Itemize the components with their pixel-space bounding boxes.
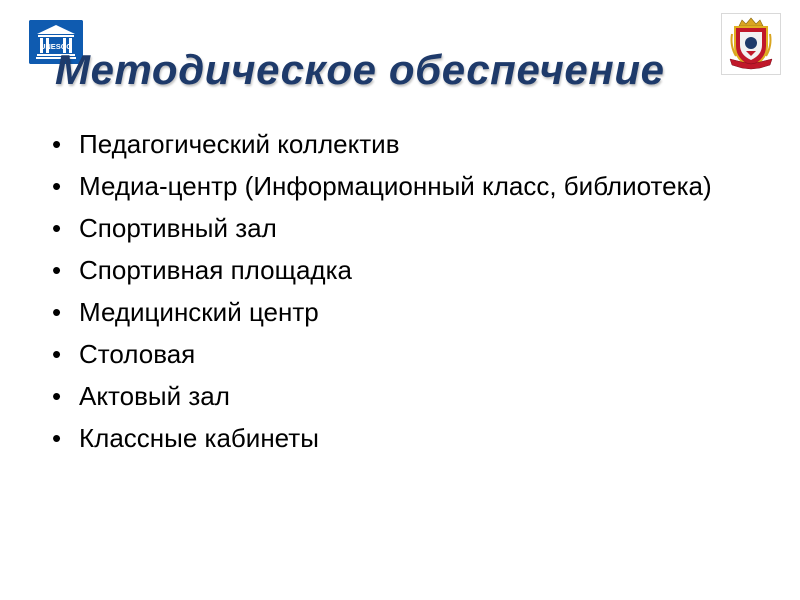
list-item-label: Классные кабинеты (79, 423, 319, 453)
bullet-icon: • (52, 171, 62, 201)
unesco-logo-text: UNESCO (39, 42, 73, 51)
bullet-icon: • (52, 423, 62, 453)
bullet-icon: • (52, 129, 62, 159)
list-item-label: Педагогический коллектив (79, 129, 400, 159)
list-item-label: Медиа-центр (Информационный класс, библиотека) (79, 171, 712, 201)
list-item-label: Актовый зал (79, 381, 230, 411)
list-item (52, 296, 732, 328)
bullet-icon: • (52, 381, 62, 411)
list-item (52, 128, 732, 160)
bullet-icon: • (52, 297, 62, 327)
list-item (52, 170, 732, 202)
list-item-label: Столовая (79, 339, 196, 369)
list-item-label: Медицинский центр (79, 297, 319, 327)
list-item (52, 422, 732, 454)
list-item (52, 380, 732, 412)
list-item (52, 212, 732, 244)
bullet-icon: • (52, 213, 62, 243)
bullet-icon: • (52, 255, 62, 285)
slide-title: Методическое обеспечение (55, 46, 665, 93)
list-item (52, 338, 732, 370)
bullet-list (52, 128, 732, 464)
school-crest-icon (721, 13, 781, 75)
bullet-icon: • (52, 339, 62, 369)
list-item (52, 254, 732, 286)
list-item-label: Спортивный зал (79, 213, 277, 243)
list-item-label: Спортивная площадка (79, 255, 352, 285)
